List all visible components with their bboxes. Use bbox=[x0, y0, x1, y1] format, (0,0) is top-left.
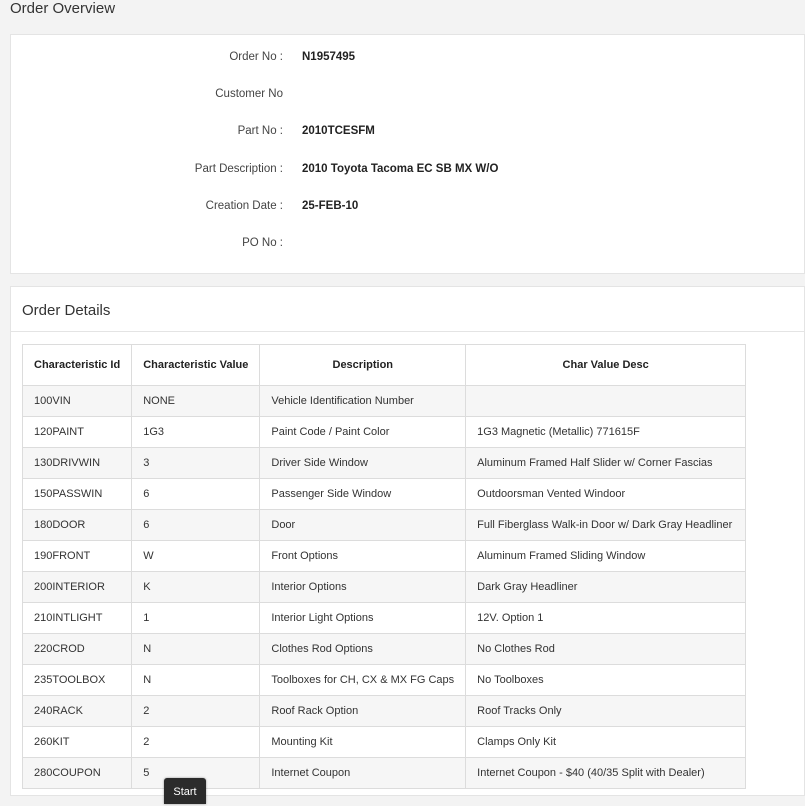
characteristic-id-cell: 180DOOR bbox=[23, 510, 132, 541]
char-value-desc-cell: 1G3 Magnetic (Metallic) 771615F bbox=[466, 417, 746, 448]
char-value-desc-cell: Clamps Only Kit bbox=[466, 727, 746, 758]
part-no-label: Part No : bbox=[237, 125, 283, 137]
part-description-row bbox=[11, 163, 804, 183]
table-row bbox=[23, 758, 746, 789]
creation-date-label: Creation Date : bbox=[205, 200, 283, 212]
table-row bbox=[23, 603, 746, 634]
order-no-value: N1957495 bbox=[302, 51, 356, 63]
table-row bbox=[23, 634, 746, 665]
characteristic-id-cell: 100VIN bbox=[23, 386, 132, 417]
column-header-description: Description bbox=[260, 345, 466, 386]
characteristic-id-cell: 210INTLIGHT bbox=[23, 603, 132, 634]
order-no-row bbox=[11, 51, 804, 71]
char-value-desc-cell: Internet Coupon - $40 (40/35 Split with Dealer) bbox=[466, 758, 746, 789]
char-value-desc-cell: No Clothes Rod bbox=[466, 634, 746, 665]
table-row bbox=[23, 417, 746, 448]
char-value-desc-cell bbox=[466, 386, 746, 417]
part-description-value: 2010 Toyota Tacoma EC SB MX W/O bbox=[302, 163, 499, 175]
characteristic-id-cell: 220CROD bbox=[23, 634, 132, 665]
characteristic-value-cell: N bbox=[132, 665, 260, 696]
characteristic-id-cell: 240RACK bbox=[23, 696, 132, 727]
page-title: Order Overview bbox=[10, 0, 116, 17]
order-no-label: Order No : bbox=[229, 51, 283, 63]
creation-date-row bbox=[11, 200, 804, 220]
characteristic-id-cell: 150PASSWIN bbox=[23, 479, 132, 510]
characteristic-value-cell: 2 bbox=[132, 727, 260, 758]
order-details-panel bbox=[10, 286, 805, 796]
description-cell: Internet Coupon bbox=[260, 758, 466, 789]
table-row bbox=[23, 572, 746, 603]
characteristic-value-cell: N bbox=[132, 634, 260, 665]
char-value-desc-cell: No Toolboxes bbox=[466, 665, 746, 696]
description-cell: Roof Rack Option bbox=[260, 696, 466, 727]
table-row bbox=[23, 510, 746, 541]
characteristic-value-cell: NONE bbox=[132, 386, 260, 417]
column-header-characteristic-id: Characteristic Id bbox=[23, 345, 132, 386]
description-cell: Door bbox=[260, 510, 466, 541]
table-row bbox=[23, 448, 746, 479]
table-row bbox=[23, 541, 746, 572]
po-no-row bbox=[11, 237, 804, 257]
characteristic-value-cell: K bbox=[132, 572, 260, 603]
table-row bbox=[23, 727, 746, 758]
characteristic-id-cell: 200INTERIOR bbox=[23, 572, 132, 603]
table-row bbox=[23, 696, 746, 727]
characteristic-value-cell: 2 bbox=[132, 696, 260, 727]
description-cell: Clothes Rod Options bbox=[260, 634, 466, 665]
description-cell: Interior Light Options bbox=[260, 603, 466, 634]
char-value-desc-cell: Full Fiberglass Walk-in Door w/ Dark Gray Headliner bbox=[466, 510, 746, 541]
customer-no-row bbox=[11, 88, 804, 108]
table-body bbox=[23, 386, 746, 789]
description-cell: Driver Side Window bbox=[260, 448, 466, 479]
char-value-desc-cell: 12V. Option 1 bbox=[466, 603, 746, 634]
characteristic-value-cell: 5 bbox=[132, 758, 260, 789]
column-header-char-value-desc: Char Value Desc bbox=[466, 345, 746, 386]
order-details-header bbox=[11, 287, 804, 332]
order-details-title: Order Details bbox=[22, 302, 111, 319]
characteristic-value-cell: 6 bbox=[132, 510, 260, 541]
table-row bbox=[23, 665, 746, 696]
description-cell: Mounting Kit bbox=[260, 727, 466, 758]
creation-date-value: 25-FEB-10 bbox=[302, 200, 359, 212]
characteristic-value-cell: 1 bbox=[132, 603, 260, 634]
description-cell: Vehicle Identification Number bbox=[260, 386, 466, 417]
characteristic-id-cell: 190FRONT bbox=[23, 541, 132, 572]
char-value-desc-cell: Dark Gray Headliner bbox=[466, 572, 746, 603]
characteristic-value-cell: 3 bbox=[132, 448, 260, 479]
characteristic-id-cell: 130DRIVWIN bbox=[23, 448, 132, 479]
char-value-desc-cell: Outdoorsman Vented Windoor bbox=[466, 479, 746, 510]
column-header-characteristic-value: Characteristic Value bbox=[132, 345, 260, 386]
table-row bbox=[23, 479, 746, 510]
description-cell: Passenger Side Window bbox=[260, 479, 466, 510]
char-value-desc-cell: Aluminum Framed Sliding Window bbox=[466, 541, 746, 572]
characteristic-id-cell: 120PAINT bbox=[23, 417, 132, 448]
description-cell: Paint Code / Paint Color bbox=[260, 417, 466, 448]
description-cell: Interior Options bbox=[260, 572, 466, 603]
characteristic-value-cell: W bbox=[132, 541, 260, 572]
table-row bbox=[23, 386, 746, 417]
po-no-label: PO No : bbox=[242, 237, 283, 249]
part-description-label: Part Description : bbox=[194, 163, 283, 175]
description-cell: Front Options bbox=[260, 541, 466, 572]
part-no-row bbox=[11, 125, 804, 145]
start-button[interactable]: Start bbox=[164, 778, 206, 804]
char-value-desc-cell: Roof Tracks Only bbox=[466, 696, 746, 727]
characteristic-value-cell: 6 bbox=[132, 479, 260, 510]
order-details-table bbox=[22, 344, 746, 789]
characteristic-id-cell: 235TOOLBOX bbox=[23, 665, 132, 696]
characteristic-id-cell: 260KIT bbox=[23, 727, 132, 758]
characteristic-value-cell: 1G3 bbox=[132, 417, 260, 448]
char-value-desc-cell: Aluminum Framed Half Slider w/ Corner Fascias bbox=[466, 448, 746, 479]
part-no-value: 2010TCESFM bbox=[302, 125, 375, 137]
order-overview-panel bbox=[10, 34, 805, 274]
characteristic-id-cell: 280COUPON bbox=[23, 758, 132, 789]
description-cell: Toolboxes for CH, CX & MX FG Caps bbox=[260, 665, 466, 696]
customer-no-label: Customer No bbox=[215, 88, 283, 100]
table-header-row bbox=[23, 345, 746, 386]
